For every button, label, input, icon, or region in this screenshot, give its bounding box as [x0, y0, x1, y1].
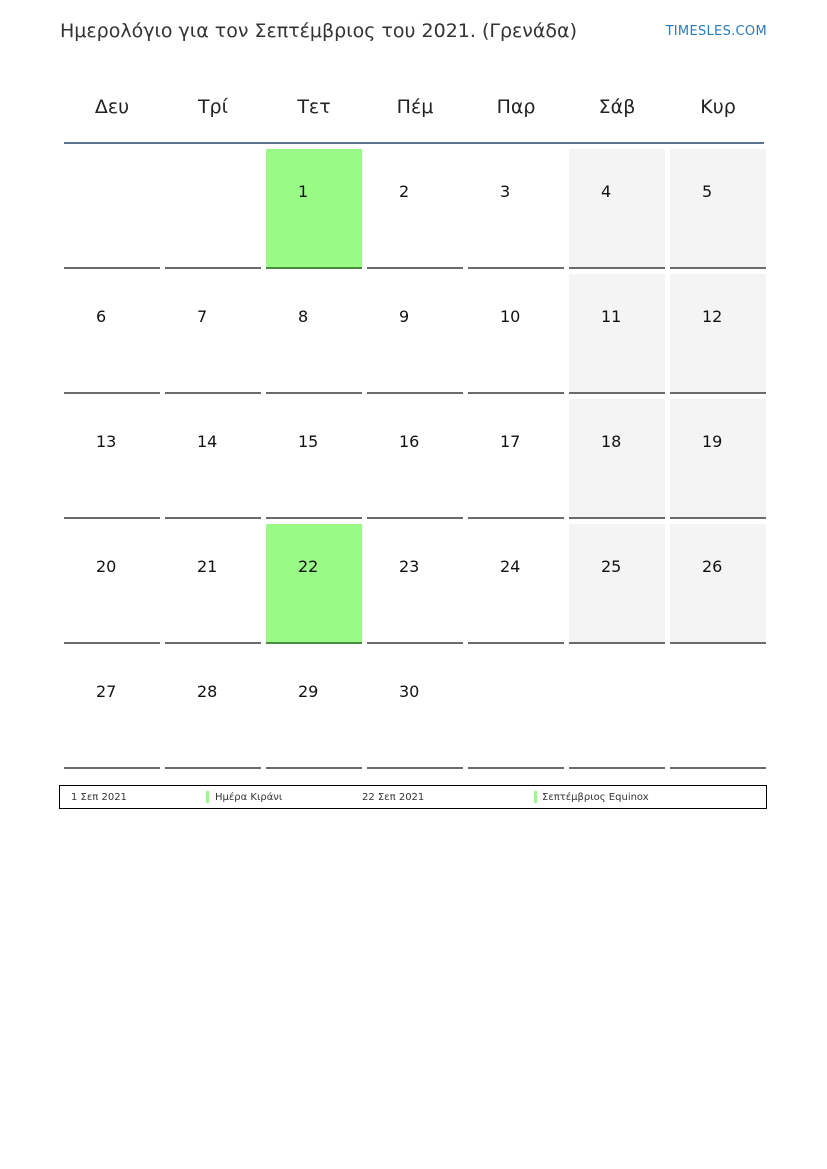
weekday-label: Τρί [197, 96, 229, 118]
day-number: 20 [96, 557, 117, 576]
calendar-day-cell[interactable] [670, 274, 766, 394]
calendar-week-row [64, 269, 764, 394]
calendar-day-cell[interactable] [670, 524, 766, 644]
calendar-day-cell[interactable] [569, 274, 665, 394]
day-number: 2 [399, 182, 410, 201]
calendar-day-cell[interactable] [266, 149, 362, 269]
legend-holiday-name: Ημέρα Κιράνι [215, 792, 283, 803]
weekday-label: Πέμ [396, 96, 434, 118]
calendar-day-cell[interactable] [468, 274, 564, 394]
day-number: 22 [298, 557, 319, 576]
day-number: 27 [96, 682, 117, 701]
day-number: 10 [500, 307, 521, 326]
day-number: 30 [399, 682, 420, 701]
calendar-day-cell[interactable] [64, 524, 160, 644]
day-number: 16 [399, 432, 420, 451]
day-number: 15 [298, 432, 319, 451]
day-number: 4 [601, 182, 612, 201]
day-number: 8 [298, 307, 309, 326]
calendar-empty-cell [165, 149, 261, 269]
day-number: 6 [96, 307, 107, 326]
day-number: 23 [399, 557, 420, 576]
calendar-day-cell[interactable] [266, 649, 362, 769]
calendar-day-cell[interactable] [569, 399, 665, 519]
calendar-day-cell[interactable] [569, 149, 665, 269]
day-number: 9 [399, 307, 410, 326]
day-number: 25 [601, 557, 622, 576]
day-number: 18 [601, 432, 622, 451]
legend-date: 1 Σεπ 2021 [71, 792, 127, 803]
day-number: 19 [702, 432, 723, 451]
calendar-week-row [64, 394, 764, 519]
holiday-legend [59, 785, 767, 809]
calendar-day-cell[interactable] [367, 399, 463, 519]
calendar-day-cell[interactable] [64, 649, 160, 769]
day-number: 26 [702, 557, 723, 576]
calendar-day-cell[interactable] [64, 274, 160, 394]
calendar-day-cell[interactable] [266, 399, 362, 519]
calendar-day-cell[interactable] [367, 274, 463, 394]
calendar-day-cell[interactable] [670, 399, 766, 519]
day-number: 24 [500, 557, 521, 576]
calendar-empty-cell [670, 649, 766, 769]
calendar-empty-cell [64, 149, 160, 269]
calendar-day-cell[interactable] [165, 649, 261, 769]
calendar-day-cell[interactable] [165, 524, 261, 644]
legend-holiday-name: Σεπτέμβριος Equinox [542, 792, 649, 803]
calendar-day-cell[interactable] [367, 524, 463, 644]
calendar-weeks [64, 144, 764, 769]
day-number: 12 [702, 307, 723, 326]
day-number: 21 [197, 557, 218, 576]
calendar-week-row [64, 644, 764, 769]
day-number: 28 [197, 682, 218, 701]
calendar-day-cell[interactable] [266, 524, 362, 644]
calendar-day-cell[interactable] [165, 399, 261, 519]
calendar-day-cell[interactable] [367, 649, 463, 769]
calendar-day-cell[interactable] [165, 274, 261, 394]
day-number: 17 [500, 432, 521, 451]
calendar-day-cell[interactable] [64, 399, 160, 519]
legend-date: 22 Σεπ 2021 [362, 792, 425, 803]
day-number: 11 [601, 307, 622, 326]
calendar-day-cell[interactable] [468, 399, 564, 519]
weekday-label: Παρ [496, 96, 536, 118]
legend-color-swatch [534, 791, 537, 803]
day-number: 29 [298, 682, 319, 701]
calendar-day-cell[interactable] [468, 149, 564, 269]
weekday-label: Δευ [94, 96, 130, 118]
calendar-grid [64, 72, 764, 769]
day-number: 7 [197, 307, 208, 326]
calendar-day-cell[interactable] [468, 524, 564, 644]
site-brand-link[interactable]: TIMESLES.COM [665, 24, 767, 39]
day-number: 1 [298, 182, 309, 201]
legend-color-swatch [206, 791, 209, 803]
day-number: 3 [500, 182, 511, 201]
weekday-label: Σάβ [598, 96, 636, 118]
calendar-day-cell[interactable] [266, 274, 362, 394]
calendar-empty-cell [468, 649, 564, 769]
weekday-header [64, 72, 764, 144]
calendar-empty-cell [569, 649, 665, 769]
weekday-label: Κυρ [700, 96, 736, 118]
calendar-week-row [64, 144, 764, 269]
page-title: Ημερολόγιο για τον Σεπτέμβριος του 2021. (Γρενάδα) [60, 20, 577, 42]
calendar-day-cell[interactable] [670, 149, 766, 269]
day-number: 5 [702, 182, 713, 201]
calendar-day-cell[interactable] [569, 524, 665, 644]
weekday-label: Τετ [297, 96, 331, 118]
day-number: 13 [96, 432, 117, 451]
day-number: 14 [197, 432, 218, 451]
calendar-week-row [64, 519, 764, 644]
calendar-day-cell[interactable] [367, 149, 463, 269]
